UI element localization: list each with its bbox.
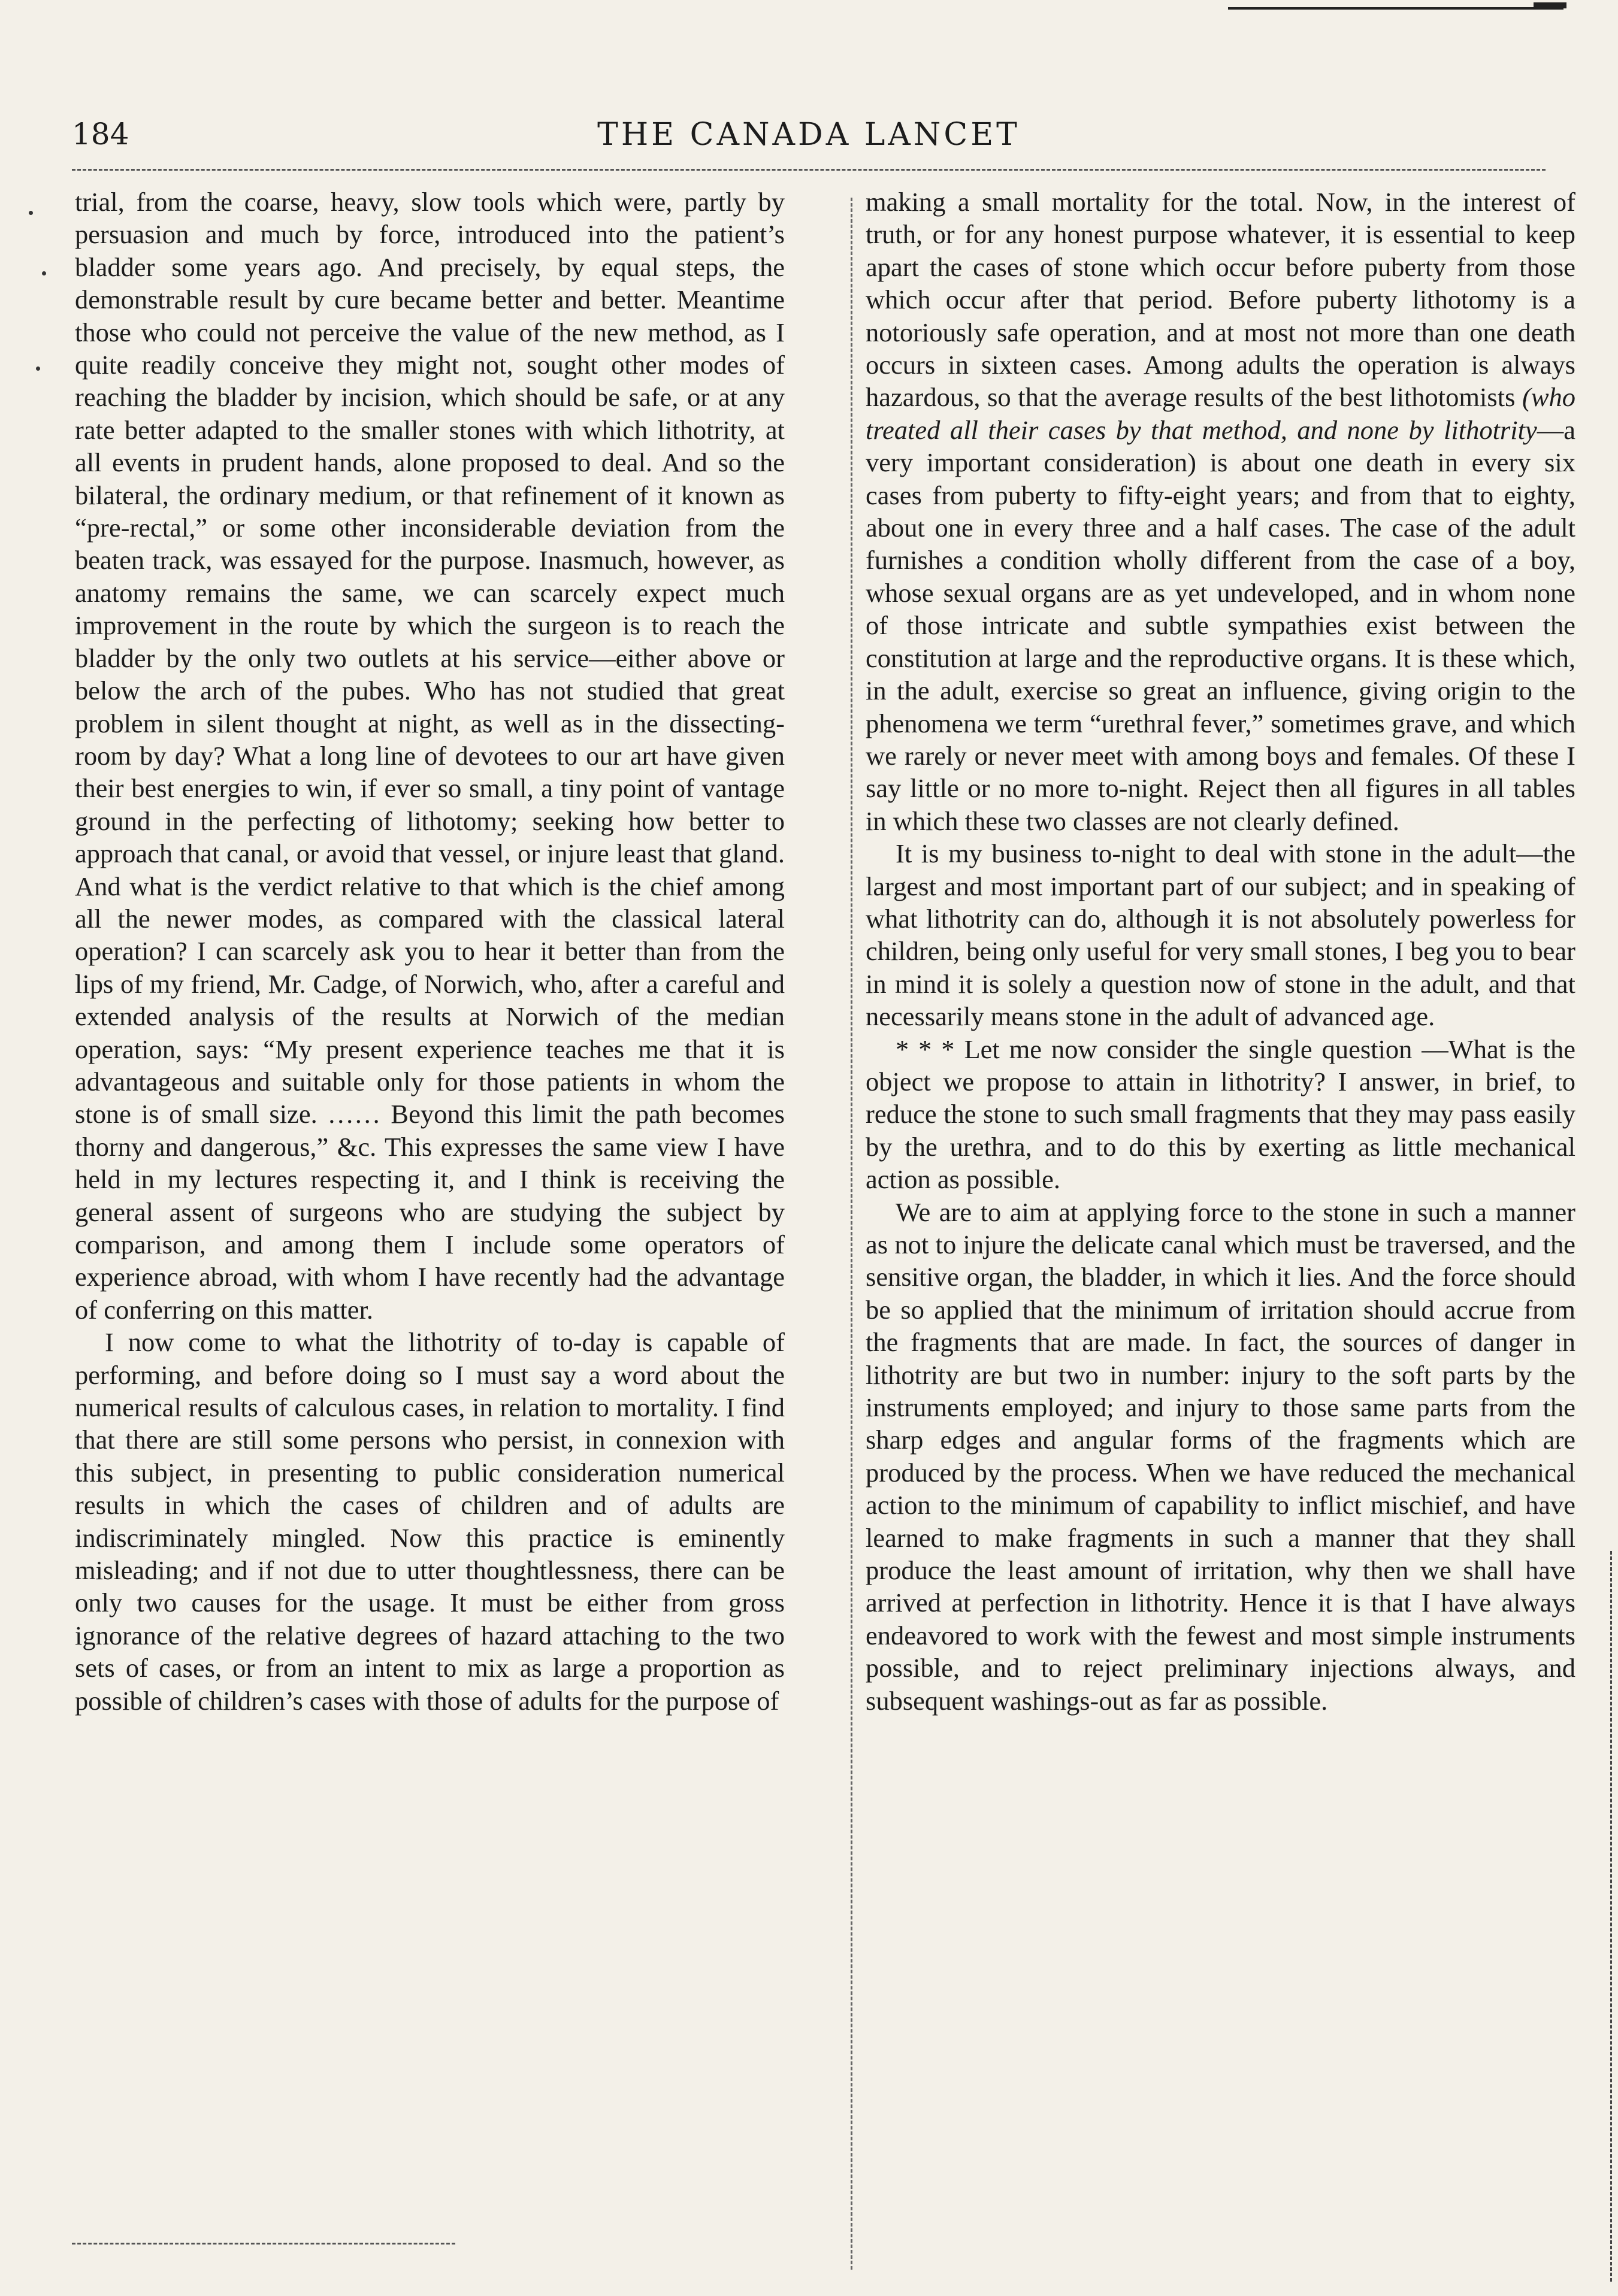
italic-aside: (who treated all their cases by that method, and none by lithotrity <box>866 382 1575 445</box>
paragraph: I now come to what the lithotrity of to-day is capable of performing, and before doing so I must say a word about the numerical results of calculous cases, in relation to mortality. I find that there are still some persons who persist, in connexion with this subject, in presenting to public consideration numerical results in which the cases of children and of adults are indiscriminately mingled. Now this practice is eminently misleading; and if not due to utter thoughtlessness, there can be only two causes for the usage. It must be either from gross ignorance of the relative degrees of hazard attaching to the two sets of cases, or from an intent to mix as large a proportion as possible of children’s cases with those of adults for the purpose of <box>75 1327 785 1716</box>
right-column <box>866 186 1575 1717</box>
top-edge-rule <box>1228 7 1563 10</box>
paragraph <box>866 186 1575 837</box>
margin-speck <box>36 366 40 371</box>
paragraph: We are to aim at applying force to the stone in such a manner as not to injure the delicate canal which must be traversed, and the sensitive organ, the bladder, in which it lies. And the force should be so applied that the minimum of irritation should accrue from the fragments that are made. In fact, the sources of danger in lithotrity are but two in number: injury to the soft parts by the instruments employed; and injury to those same parts from the sharp edges and angular forms of the fragments which are produced by the process. When we have reduced the mechanical action to the minimum of capability to inflict mischief, and have learned to make fragments in such a manner that they shall produce the least amount of irritation, why then we shall have arrived at perfection in lithotrity. Hence it is that I have always endeavored to work with the fewest and most simple instruments possible, and to reject preliminary injections always, and subsequent washings-out as far as possible. <box>866 1197 1575 1716</box>
margin-speck <box>42 271 46 275</box>
paragraph: * * * Let me now consider the single question —What is the object we propose to attain in lithotrity? I answer, in brief, to reduce the stone to such small fragments that they may pass easily by the urethra, and to do this by exerting as little mechanical action as possible. <box>866 1034 1575 1195</box>
paragraph-text: making a small mortality for the total. Now, in the interest of truth, or for any honest purpose whatever, it is essential to keep apart the cases of stone which occur before puberty from those which occur after that period. Before puberty lithotomy is a notoriously safe operation, and at most not more than one death occurs in sixteen cases. Among adults the operation is always hazardous, so that the average results of the best lithotomists <box>866 187 1575 413</box>
top-edge-mark <box>1534 2 1566 8</box>
margin-speck <box>29 211 33 215</box>
header-rule <box>72 169 1546 171</box>
page-number: 184 <box>72 117 129 152</box>
running-title: THE CANADA LANCET <box>597 117 1020 153</box>
paragraph-text: —a very important consideration) is about one death in every six cases from puberty to fifty-eight years; and from that to eighty, about one in every three and a half cases. The case of the adult furnishes a condition wholly different from the case of a boy, whose sexual organs are as yet undeveloped, and in whom none of those intricate and subtle sympathies exist between the constitution at large and the reproductive organs. It is these which, in the adult, exercise so great an influence, giving origin to the phenomena we term “urethral fever,” sometimes grave, and which we rarely or never meet with among boys and females. Of these I say little or no more to-night. Reject then all figures in all tables in which these two classes are not clearly defined. <box>866 414 1575 836</box>
column-divider <box>851 198 852 2270</box>
right-edge-shadow <box>1610 1551 1612 2282</box>
paragraph: trial, from the coarse, heavy, slow tools which were, partly by persuasion and much by force, introduced into the patient’s bladder some years ago. And precisely, by equal steps, the demonstrable result by cure became better and better. Meantime those who could not perceive the value of the new method, as I quite readily conceive they might not, sought other modes of reaching the bladder by incision, which should be safe, or at any rate better adapted to the smaller stones with which lithotrity, at all events in prudent hands, alone proposed to deal. And so the bilateral, the ordinary medium, or that refinement of it known as “pre-rectal,” or some other inconsiderable deviation from the beaten track, was essayed for the purpose. Inasmuch, however, as anatomy remains the same, we can scarcely expect much improvement in the route by which the surgeon is to reach the bladder by the only two outlets at his service—either above or below the arch of the pubes. Who has not studied that great problem in silent thought at night, as well as in the dissecting-room by day? What a long line of devotees to our art have given their best energies to win, if ever so small, a tiny point of vantage ground in the perfecting of lithotomy; seeking how better to approach that canal, or avoid that vessel, or injure least that gland. And what is the verdict relative to that which is the chief among all the newer modes, as compared with the classical lateral operation? I can scarcely ask you to hear it better than from the lips of my friend, Mr. Cadge, of Norwich, who, after a careful and extended analysis of the results at Norwich of the median operation, says: “My present experience teaches me that it is advantageous and suitable only for those patients in whom the stone is of small size. …… Beyond this limit the path becomes thorny and dangerous,” &c. This expresses the same view I have held in my lectures respecting it, and I think is receiving the general assent of surgeons who are studying the subject by comparison, and among them I include some operators of experience abroad, with whom I have recently had the advantage of conferring on this matter. <box>75 187 785 1325</box>
page-header <box>72 117 1546 159</box>
left-column <box>75 186 785 1717</box>
footer-rule <box>72 2243 455 2244</box>
paragraph: It is my business to-night to deal with stone in the adult—the largest and most important part of our subject; and in speaking of what lithotrity can do, although it is not absolutely powerless for children, being only useful for very small stones, I beg you to bear in mind it is solely a question now of stone in the adult, and that necessarily means stone in the adult of advanced age. <box>866 838 1575 1032</box>
